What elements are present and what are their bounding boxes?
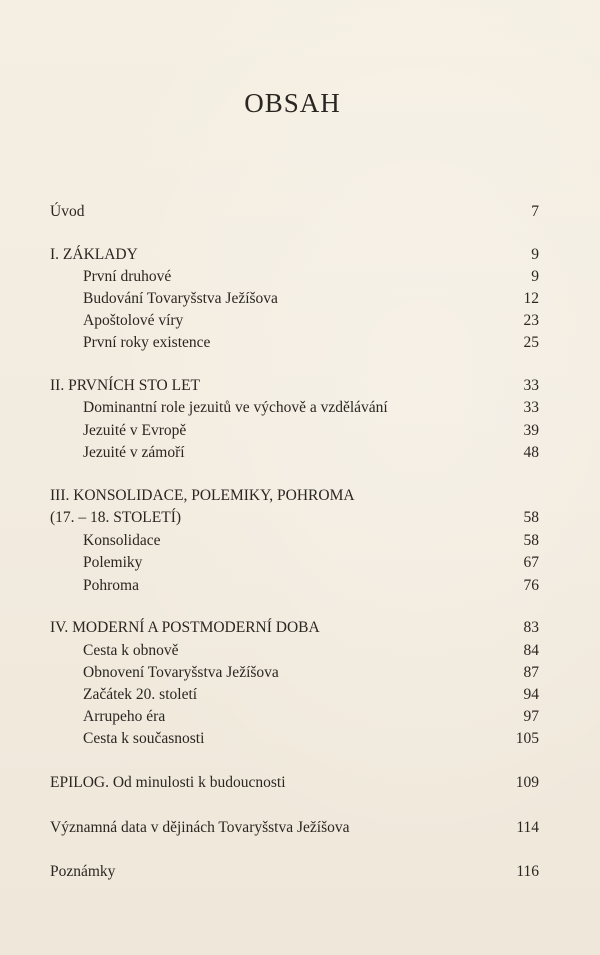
toc-entry-label: Arrupeho éra: [83, 708, 166, 725]
toc-entry-label: Cesta k současnosti: [83, 730, 205, 747]
toc-entry-page: 33: [523, 377, 539, 394]
toc-entry-page: 94: [523, 686, 539, 703]
toc-entry-page: 58: [523, 532, 539, 549]
toc-subentry: [0, 289, 600, 309]
toc-entry-page: 97: [523, 708, 539, 725]
toc-entry-page: 105: [515, 730, 539, 747]
toc-entry-page: 114: [516, 819, 539, 836]
toc-entry-page: 23: [523, 312, 539, 329]
toc-entry: [0, 862, 600, 882]
toc-subentry: [0, 531, 600, 551]
toc-entry-page: 87: [523, 664, 539, 681]
toc-entry-label: EPILOG. Od minulosti k budoucnosti: [50, 774, 286, 791]
toc-entry-page: 12: [523, 290, 539, 307]
toc-entry-label: III. KONSOLIDACE, POLEMIKY, POHROMA: [50, 487, 355, 504]
toc-entry-page: 33: [523, 399, 539, 416]
toc-chapter: [0, 618, 600, 638]
toc-subentry: [0, 311, 600, 331]
toc-entry-label: Apoštolové víry: [83, 312, 184, 329]
toc-entry-label: II. PRVNÍCH STO LET: [50, 377, 201, 394]
toc-entry-label: IV. MODERNÍ A POSTMODERNÍ DOBA: [50, 619, 320, 636]
toc-entry-label: Obnovení Tovaryšstva Ježíšova: [83, 664, 279, 681]
toc-subentry: [0, 553, 600, 573]
toc-entry-label: Cesta k obnově: [83, 642, 179, 659]
page-title: OBSAH: [244, 88, 341, 118]
toc-entry-label: Významná data v dějinách Tovaryšstva Ježíšova: [50, 819, 350, 836]
toc-chapter: [0, 773, 600, 793]
toc-entry-page: 67: [523, 554, 539, 571]
toc-entry-label: Budování Tovaryšstva Ježíšova: [83, 290, 278, 307]
toc-entry-page: 7: [531, 203, 539, 220]
toc-subentry: [0, 443, 600, 463]
toc-entry-label: I. ZÁKLADY: [50, 246, 138, 263]
toc-entry-page: 48: [523, 444, 539, 461]
toc-entry-label: Konsolidace: [83, 532, 161, 549]
toc-subentry: [0, 267, 600, 287]
toc-entry-page: 9: [531, 246, 539, 263]
toc-subentry: [0, 333, 600, 353]
toc-entry-label: Úvod: [50, 203, 85, 220]
toc-subentry: [0, 576, 600, 596]
toc-subentry: [0, 641, 600, 661]
toc-entry: [0, 818, 600, 838]
toc-chapter-subtitle: [0, 508, 600, 528]
toc-entry-label: Polemiky: [83, 554, 143, 571]
toc-entry-label: Jezuité v zámoří: [83, 444, 185, 461]
toc-entry-page: 25: [523, 334, 539, 351]
toc-entry-label: První druhové: [83, 268, 172, 285]
toc-subentry: [0, 707, 600, 727]
toc-entry-page: 39: [523, 422, 539, 439]
toc-chapter: [0, 245, 600, 265]
toc-subentry: [0, 685, 600, 705]
toc-entry-label: Jezuité v Evropě: [83, 422, 187, 439]
toc-entry-label: První roky existence: [83, 334, 211, 351]
toc-subentry: [0, 421, 600, 441]
toc-entry-page: 84: [523, 642, 539, 659]
toc-subentry: [0, 663, 600, 683]
toc-subentry: [0, 398, 600, 418]
toc-chapter: [0, 376, 600, 396]
toc-entry-label: Pohroma: [83, 577, 139, 594]
toc-entry-label: Poznámky: [50, 863, 116, 880]
toc-entry-label: (17. – 18. STOLETÍ): [50, 509, 182, 526]
toc-entry-page: 109: [515, 774, 539, 791]
toc-chapter: [0, 486, 600, 506]
toc-entry-page: 116: [516, 863, 539, 880]
toc-entry: [0, 202, 600, 222]
toc-entry-page: 58: [523, 509, 539, 526]
toc-entry-label: Dominantní role jezuitů ve výchově a vzdělávání: [83, 399, 388, 416]
toc-entry-page: 76: [523, 577, 539, 594]
toc-entry-page: 9: [531, 268, 539, 285]
toc-subentry: [0, 729, 600, 749]
toc-entry-label: Začátek 20. století: [83, 686, 198, 703]
toc-entry-page: 83: [523, 619, 539, 636]
